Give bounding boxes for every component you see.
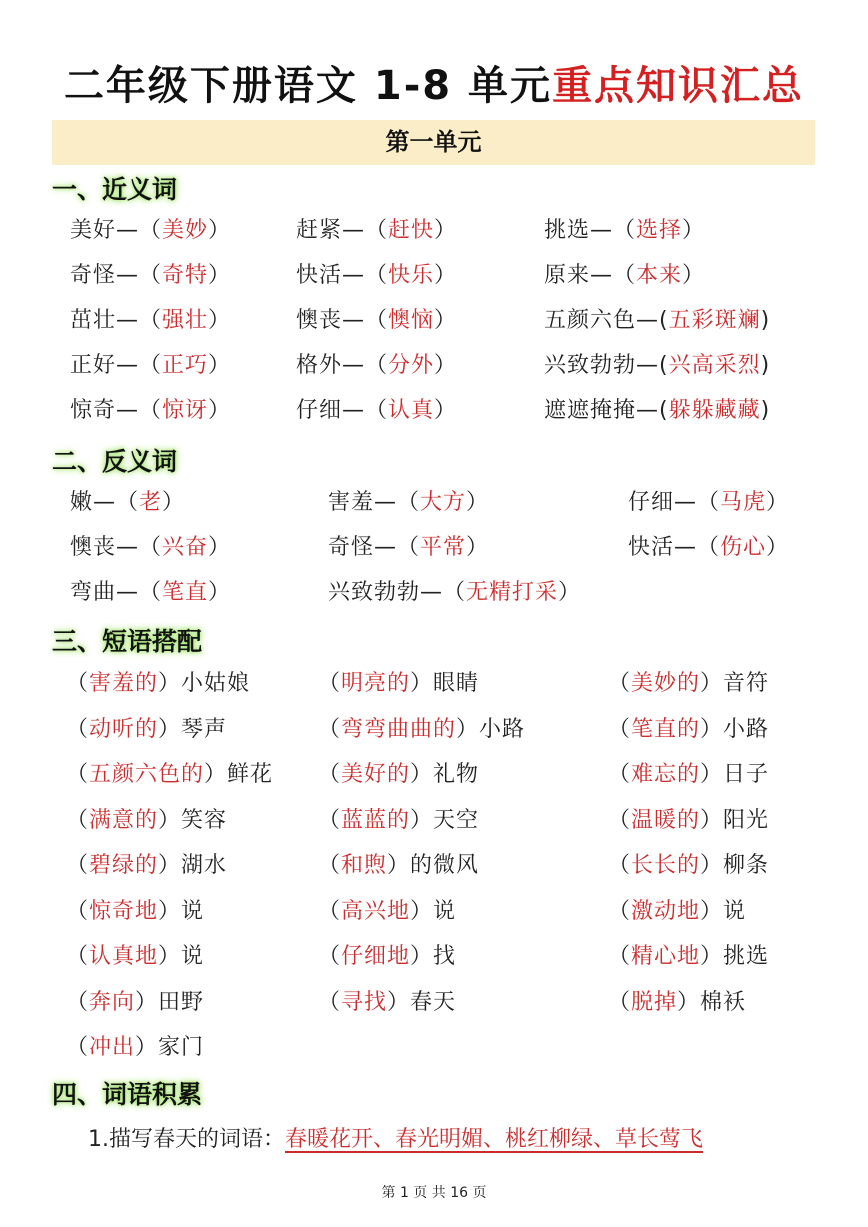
phrase-row [0, 1027, 868, 1069]
antonym-word: 懊丧— [70, 535, 140, 560]
synonym-item [544, 300, 770, 342]
antonym-word: 仔细— [628, 490, 698, 515]
synonym-row [0, 255, 868, 297]
open-paren: （ [66, 671, 90, 696]
phrase-row [0, 663, 868, 705]
synonym-row [0, 210, 868, 252]
phrase-word: 琴声 [181, 717, 228, 742]
open-paren: （ [139, 398, 163, 423]
synonym-word: 快活— [296, 263, 366, 288]
page-footer: 第 1 页 共 16 页 [381, 1185, 487, 1201]
synonym-item [296, 255, 457, 297]
open-paren: （ [66, 899, 90, 924]
phrase-answer: 寻找 [341, 990, 388, 1015]
open-paren: ( [659, 308, 669, 333]
phrase-word: 挑选 [723, 944, 770, 969]
antonym-answer: 兴奋 [162, 535, 209, 560]
phrase-answer: 满意的 [89, 808, 159, 833]
title-highlight: 重点知识汇总 [552, 63, 805, 109]
open-paren: （ [697, 535, 721, 560]
section-heading-vocab: 四、词语积累 [52, 1080, 203, 1109]
antonym-item [70, 527, 231, 569]
synonym-answer: 正巧 [162, 353, 209, 378]
open-paren: （ [66, 762, 90, 787]
antonym-item [628, 527, 789, 569]
synonym-answer: 快乐 [388, 263, 435, 288]
close-paren: ） [434, 353, 458, 378]
antonym-word: 奇怪— [328, 535, 398, 560]
phrase-item [66, 845, 227, 887]
synonym-item [544, 345, 770, 387]
phrase-item [608, 663, 769, 705]
vocab-line [88, 1120, 703, 1160]
antonym-answer: 马虎 [720, 490, 767, 515]
close-paren: ） [700, 762, 724, 787]
synonym-word: 正好— [70, 353, 140, 378]
open-paren: （ [139, 218, 163, 243]
close-paren: ） [158, 717, 182, 742]
antonym-item [70, 572, 231, 614]
synonym-answer: 赶快 [388, 218, 435, 243]
title-main: 二年级下册语文 1-8 单元 [63, 63, 553, 109]
close-paren: ) [760, 398, 771, 423]
open-paren: （ [139, 308, 163, 333]
phrase-item [608, 936, 769, 978]
phrase-word: 说 [181, 899, 205, 924]
page-title [0, 56, 868, 116]
phrase-answer: 碧绿的 [89, 853, 159, 878]
close-paren: ） [700, 944, 724, 969]
synonym-answer: 美妙 [162, 218, 209, 243]
close-paren: ） [434, 218, 458, 243]
synonym-item [544, 390, 770, 432]
phrase-answer: 笔直的 [631, 717, 701, 742]
open-paren: （ [318, 671, 342, 696]
antonym-answer: 无精打采 [466, 580, 559, 605]
phrase-item [318, 663, 479, 705]
close-paren: ） [158, 853, 182, 878]
close-paren: ） [456, 717, 480, 742]
synonym-word: 赶紧— [296, 218, 366, 243]
phrase-item [608, 982, 746, 1024]
synonym-row [0, 345, 868, 387]
synonym-item [296, 210, 457, 252]
synonym-item [296, 345, 457, 387]
open-paren: （ [318, 990, 342, 1015]
synonym-answer: 奇特 [162, 263, 209, 288]
phrase-item [318, 709, 525, 751]
open-paren: （ [139, 580, 163, 605]
phrase-word: 湖水 [181, 853, 228, 878]
phrase-item [318, 845, 479, 887]
close-paren: ） [766, 535, 790, 560]
close-paren: ） [682, 263, 706, 288]
synonym-answer: 本来 [636, 263, 683, 288]
antonym-row [0, 482, 868, 524]
open-paren: （ [613, 263, 637, 288]
phrase-item [318, 754, 479, 796]
synonym-word: 格外— [296, 353, 366, 378]
antonym-word: 弯曲— [70, 580, 140, 605]
synonym-word: 五颜六色— [544, 308, 660, 333]
open-paren: （ [608, 717, 632, 742]
phrase-row [0, 709, 868, 751]
synonym-word: 惊奇— [70, 398, 140, 423]
phrase-answer: 美好的 [341, 762, 411, 787]
synonym-word: 兴致勃勃— [544, 353, 660, 378]
vocab-label: 1.描写春天的词语： [88, 1127, 285, 1152]
phrase-answer: 冲出 [89, 1035, 136, 1060]
phrase-item [66, 891, 204, 933]
close-paren: ） [135, 1035, 159, 1060]
synonym-answer: 选择 [636, 218, 683, 243]
open-paren: （ [139, 353, 163, 378]
open-paren: （ [608, 671, 632, 696]
antonym-item [628, 482, 789, 524]
phrase-answer: 激动地 [631, 899, 701, 924]
open-paren: （ [116, 490, 140, 515]
open-paren: （ [608, 853, 632, 878]
phrase-item [608, 800, 769, 842]
phrase-answer: 温暖的 [631, 808, 701, 833]
synonym-item [70, 300, 231, 342]
phrase-item [66, 754, 273, 796]
synonym-word: 茁壮— [70, 308, 140, 333]
open-paren: （ [66, 1035, 90, 1060]
antonym-word: 害羞— [328, 490, 398, 515]
phrase-word: 柳条 [723, 853, 770, 878]
phrase-item [318, 800, 479, 842]
open-paren: （ [318, 853, 342, 878]
open-paren: （ [66, 853, 90, 878]
antonym-word: 嫩— [70, 490, 117, 515]
synonym-answer: 躲躲藏藏 [668, 398, 761, 423]
close-paren: ） [466, 490, 490, 515]
close-paren: ） [677, 990, 701, 1015]
phrase-word: 礼物 [433, 762, 480, 787]
phrase-row [0, 800, 868, 842]
close-paren: ） [434, 398, 458, 423]
close-paren: ） [700, 808, 724, 833]
synonym-answer: 强壮 [162, 308, 209, 333]
open-paren: （ [318, 762, 342, 787]
antonym-word: 兴致勃勃— [328, 580, 444, 605]
open-paren: ( [659, 353, 669, 378]
phrase-word: 阳光 [723, 808, 770, 833]
phrase-row [0, 891, 868, 933]
phrase-answer: 蓝蓝的 [341, 808, 411, 833]
phrase-word: 小路 [479, 717, 526, 742]
open-paren: （ [66, 944, 90, 969]
close-paren: ） [208, 398, 232, 423]
synonym-answer: 五彩斑斓 [668, 308, 761, 333]
antonym-answer: 伤心 [720, 535, 767, 560]
open-paren: （ [608, 990, 632, 1015]
close-paren: ） [158, 671, 182, 696]
close-paren: ） [162, 490, 186, 515]
phrase-word: 小路 [723, 717, 770, 742]
unit-banner: 第一单元 [52, 120, 815, 165]
open-paren: （ [365, 263, 389, 288]
phrase-answer: 惊奇地 [89, 899, 159, 924]
antonym-row [0, 572, 868, 614]
phrase-item [608, 709, 769, 751]
phrase-item [608, 754, 769, 796]
close-paren: ） [410, 671, 434, 696]
phrase-word: 的微风 [410, 853, 480, 878]
open-paren: （ [608, 762, 632, 787]
close-paren: ） [135, 990, 159, 1015]
close-paren: ） [700, 899, 724, 924]
open-paren: （ [613, 218, 637, 243]
open-paren: （ [443, 580, 467, 605]
close-paren: ) [760, 308, 771, 333]
antonym-answer: 笔直 [162, 580, 209, 605]
open-paren: （ [139, 263, 163, 288]
close-paren: ） [208, 218, 232, 243]
phrase-word: 眼睛 [433, 671, 480, 696]
close-paren: ） [158, 944, 182, 969]
close-paren: ） [466, 535, 490, 560]
phrase-answer: 害羞的 [89, 671, 159, 696]
synonym-item [70, 210, 231, 252]
open-paren: （ [318, 944, 342, 969]
phrase-row [0, 982, 868, 1024]
phrase-item [66, 982, 204, 1024]
close-paren: ） [700, 717, 724, 742]
antonym-answer: 老 [139, 490, 163, 515]
phrase-item [66, 663, 250, 705]
close-paren: ） [158, 808, 182, 833]
open-paren: （ [318, 808, 342, 833]
synonym-answer: 兴高采烈 [668, 353, 761, 378]
synonym-answer: 认真 [388, 398, 435, 423]
close-paren: ） [204, 762, 228, 787]
close-paren: ） [208, 580, 232, 605]
phrase-word: 小姑娘 [181, 671, 251, 696]
synonym-word: 原来— [544, 263, 614, 288]
phrase-word: 说 [723, 899, 747, 924]
phrase-answer: 精心地 [631, 944, 701, 969]
phrase-word: 说 [181, 944, 205, 969]
synonym-word: 美好— [70, 218, 140, 243]
open-paren: （ [318, 899, 342, 924]
synonym-answer: 懊恼 [388, 308, 435, 333]
open-paren: （ [397, 490, 421, 515]
phrase-answer: 五颜六色的 [89, 762, 205, 787]
close-paren: ） [700, 853, 724, 878]
close-paren: ） [208, 535, 232, 560]
open-paren: （ [365, 398, 389, 423]
synonym-row [0, 300, 868, 342]
synonym-item [544, 210, 705, 252]
phrase-answer: 高兴地 [341, 899, 411, 924]
phrase-answer: 奔向 [89, 990, 136, 1015]
close-paren: ） [766, 490, 790, 515]
phrase-item [66, 800, 227, 842]
phrase-answer: 明亮的 [341, 671, 411, 696]
antonym-answer: 大方 [420, 490, 467, 515]
vocab-answer: 春暖花开、春光明媚、桃红柳绿、草长莺飞 [285, 1127, 704, 1152]
open-paren: （ [66, 808, 90, 833]
phrase-word: 棉袄 [700, 990, 747, 1015]
phrase-answer: 仔细地 [341, 944, 411, 969]
open-paren: ( [659, 398, 669, 423]
synonym-item [70, 255, 231, 297]
open-paren: （ [608, 944, 632, 969]
phrase-answer: 美妙的 [631, 671, 701, 696]
phrase-item [318, 936, 456, 978]
close-paren: ） [208, 308, 232, 333]
antonym-word: 快活— [628, 535, 698, 560]
open-paren: （ [139, 535, 163, 560]
close-paren: ） [158, 899, 182, 924]
close-paren: ） [682, 218, 706, 243]
phrase-word: 笑容 [181, 808, 228, 833]
synonym-item [296, 300, 457, 342]
open-paren: （ [66, 717, 90, 742]
close-paren: ） [387, 990, 411, 1015]
close-paren: ） [700, 671, 724, 696]
phrase-word: 鲜花 [227, 762, 274, 787]
phrase-word: 田野 [158, 990, 205, 1015]
antonym-item [70, 482, 185, 524]
phrase-word: 说 [433, 899, 457, 924]
phrase-item [318, 891, 456, 933]
open-paren: （ [397, 535, 421, 560]
phrase-row [0, 754, 868, 796]
phrase-word: 家门 [158, 1035, 205, 1060]
open-paren: （ [318, 717, 342, 742]
close-paren: ） [387, 853, 411, 878]
close-paren: ） [208, 353, 232, 378]
phrase-word: 春天 [410, 990, 457, 1015]
synonym-item [296, 390, 457, 432]
phrase-row [0, 845, 868, 887]
open-paren: （ [66, 990, 90, 1015]
section-heading-phrases: 三、短语搭配 [52, 627, 203, 656]
phrase-answer: 脱掉 [631, 990, 678, 1015]
close-paren: ） [558, 580, 582, 605]
close-paren: ） [410, 944, 434, 969]
synonym-item [70, 345, 231, 387]
synonym-answer: 惊讶 [162, 398, 209, 423]
open-paren: （ [608, 899, 632, 924]
phrase-answer: 认真地 [89, 944, 159, 969]
close-paren: ） [434, 263, 458, 288]
close-paren: ) [760, 353, 771, 378]
antonym-item [328, 482, 489, 524]
antonym-answer: 平常 [420, 535, 467, 560]
synonym-item [544, 255, 705, 297]
phrase-word: 音符 [723, 671, 770, 696]
open-paren: （ [697, 490, 721, 515]
synonym-word: 奇怪— [70, 263, 140, 288]
synonym-word: 懊丧— [296, 308, 366, 333]
phrase-answer: 和煦 [341, 853, 388, 878]
phrase-item [66, 1027, 204, 1069]
phrase-item [66, 709, 227, 751]
synonym-word: 挑选— [544, 218, 614, 243]
phrase-word: 天空 [433, 808, 480, 833]
phrase-answer: 长长的 [631, 853, 701, 878]
phrase-item [318, 982, 456, 1024]
open-paren: （ [365, 218, 389, 243]
phrase-answer: 难忘的 [631, 762, 701, 787]
antonym-item [328, 527, 489, 569]
synonym-word: 仔细— [296, 398, 366, 423]
close-paren: ） [410, 808, 434, 833]
section-heading-synonyms: 一、近义词 [52, 175, 178, 204]
antonym-row [0, 527, 868, 569]
synonym-row [0, 390, 868, 432]
phrase-item [608, 891, 746, 933]
section-heading-antonyms: 二、反义词 [52, 447, 178, 476]
synonym-answer: 分外 [388, 353, 435, 378]
phrase-row [0, 936, 868, 978]
close-paren: ） [410, 762, 434, 787]
phrase-word: 日子 [723, 762, 770, 787]
open-paren: （ [365, 353, 389, 378]
phrase-item [608, 845, 769, 887]
close-paren: ） [434, 308, 458, 333]
phrase-item [66, 936, 204, 978]
synonym-word: 遮遮掩掩— [544, 398, 660, 423]
close-paren: ） [208, 263, 232, 288]
antonym-item [328, 572, 581, 614]
close-paren: ） [410, 899, 434, 924]
open-paren: （ [608, 808, 632, 833]
open-paren: （ [365, 308, 389, 333]
phrase-answer: 弯弯曲曲的 [341, 717, 457, 742]
synonym-item [70, 390, 231, 432]
phrase-word: 找 [433, 944, 457, 969]
phrase-answer: 动听的 [89, 717, 159, 742]
